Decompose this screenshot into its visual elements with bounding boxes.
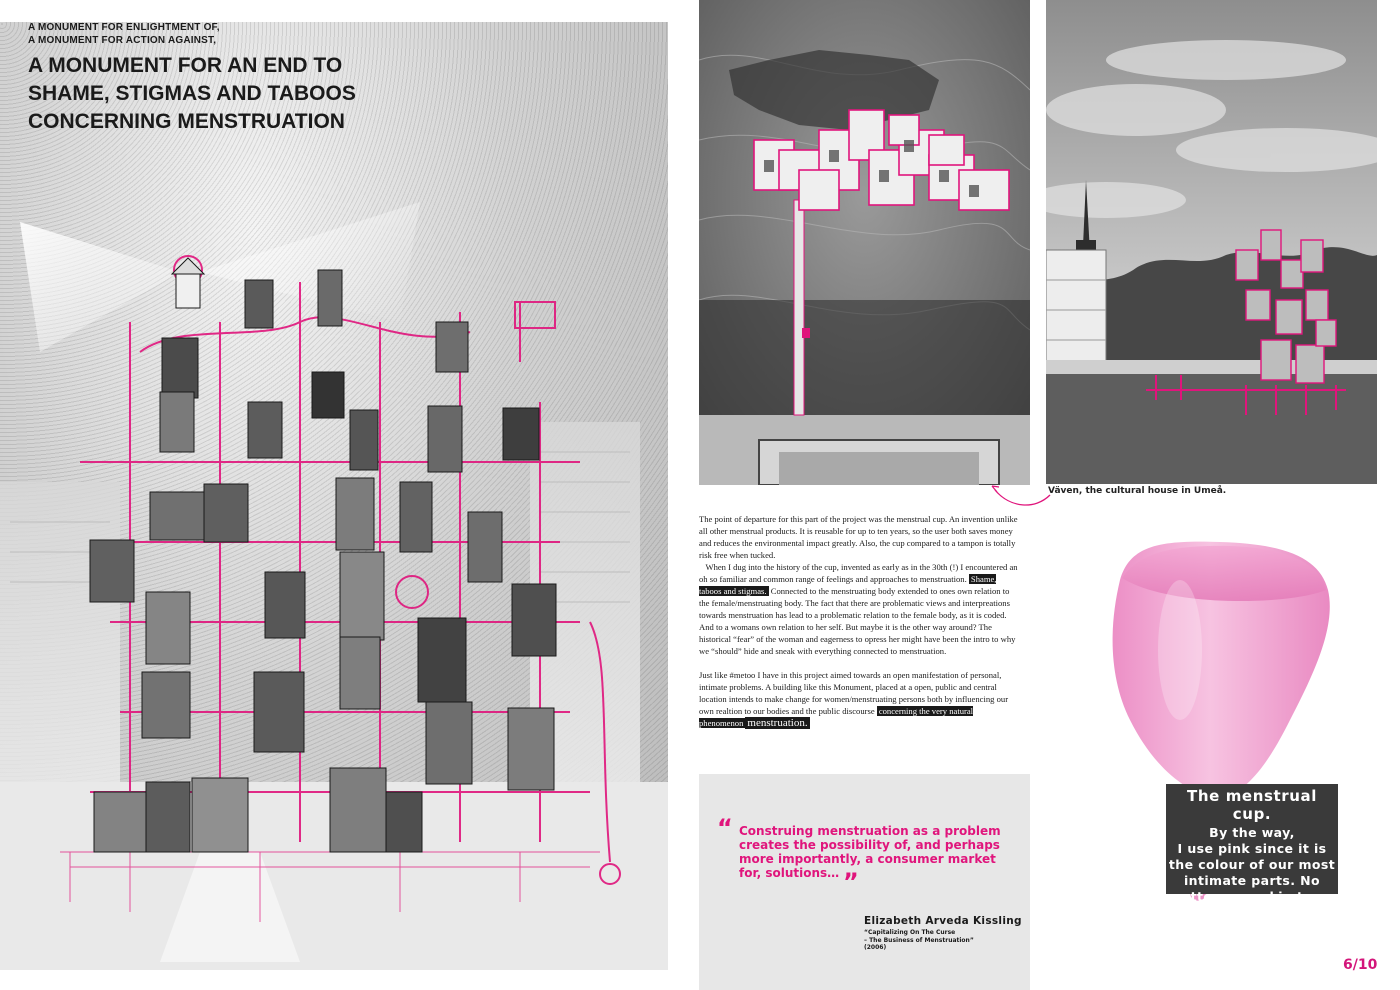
cup-label-line-3: the colour of our most: [1168, 857, 1336, 872]
quote-source-line-1: “Capitalizing On The Curse: [864, 929, 956, 936]
poster-headline-1: A MONUMENT FOR AN END TO: [28, 54, 343, 77]
poster-kicker-1: A MONUMENT FOR ENLIGHTMENT OF,: [28, 22, 220, 33]
aerial-site-photo: [699, 0, 1030, 485]
poster-headline-2: SHAME, STIGMAS AND TABOOS: [28, 82, 356, 105]
poster-headline-3: CONCERNING MENSTRUATION: [28, 110, 345, 133]
essay-paragraph-2-end: Connected to the menstruating body extended to ones own relation to the female/menstruating body. The fact that there are problematic views and interpreations towards menstruation has lead to a problematic relation to the female body, as it is coded. And to a womans own relation to her self. But maybe it is the other way around? The historical “fear” of the woman and eagerness to opress her might have been the intro to why we “should” hide and sneak with everything connected to menstruation.: [699, 586, 1016, 656]
highlight-natural-phenomenon: concerning the very natural phenomenon: [699, 706, 974, 728]
quote-author: Elizabeth Arveda Kissling: [864, 915, 1022, 927]
poster-kicker-2: A MONUMENT FOR ACTION AGAINST,: [28, 35, 217, 46]
photo-caption: Väven, the cultural house in Umeå.: [1048, 486, 1227, 496]
quote-source-line-2: – The Business of Menstruation”: [864, 936, 974, 944]
quote-box: [699, 774, 1030, 990]
highlight-menstruation: menstruation.: [747, 717, 808, 729]
quote-source-line-3: (2006): [864, 944, 887, 951]
close-quote-icon: ”: [843, 868, 859, 896]
cup-label-text: [1166, 825, 1338, 905]
essay-paragraph-3-start: Just like #metoo I have in this project aimed towards an open manifestation of personal, intimate problems. A building like this Monument, placed at a open, public and central location intends to make change for women/menstruating persons both by influencing our own realtion to our bodies and the public discourse: [699, 670, 1009, 716]
aerial-illustration: [699, 0, 1030, 485]
quote-source: [864, 929, 974, 952]
monument-poster: [0, 22, 668, 970]
cup-label-line-4: intimate parts. No: [1183, 873, 1321, 888]
page-number: 6/10: [1343, 957, 1378, 973]
cup-label-line-2: I use pink since it is: [1177, 841, 1327, 856]
cup-label-line-1: By the way,: [1209, 825, 1295, 840]
cup-label: [1166, 784, 1338, 904]
essay-text: [699, 513, 1021, 729]
vaven-site-photo: [1046, 0, 1377, 484]
quote-text: Construing menstruation as a problem creates the possibility of, and perhaps more importantly, a consumer market for, solutions…: [739, 824, 1001, 880]
open-quote-icon: “: [717, 814, 733, 842]
essay-paragraph-3: [699, 669, 1021, 729]
city-photo-illustration: [1046, 0, 1377, 484]
monument-illustration: [0, 22, 668, 970]
essay-paragraph-2-start: When I dug into the history of the cup, invented as early as in the 30th (!) I encountered an oh so familiar and common range of feelings and approaches to menstruation.: [699, 562, 1018, 584]
essay-paragraph-2: [699, 561, 1021, 657]
highlight-shame-taboos: Shame, taboos and stigmas.: [699, 574, 997, 596]
essay-paragraph-1: The point of departure for this part of the project was the menstrual cup. An invention unlike all other menstrual products. It is reusable for up to ten years, so the user both saves money and reduces the environmental impact greatly. Also, the cup compared to a tampon is totally risk free when tucked.: [699, 514, 1018, 560]
cup-label-line-5: matter your skin tone.: [1168, 889, 1336, 904]
cup-label-title: The menstrual cup.: [1186, 787, 1318, 823]
